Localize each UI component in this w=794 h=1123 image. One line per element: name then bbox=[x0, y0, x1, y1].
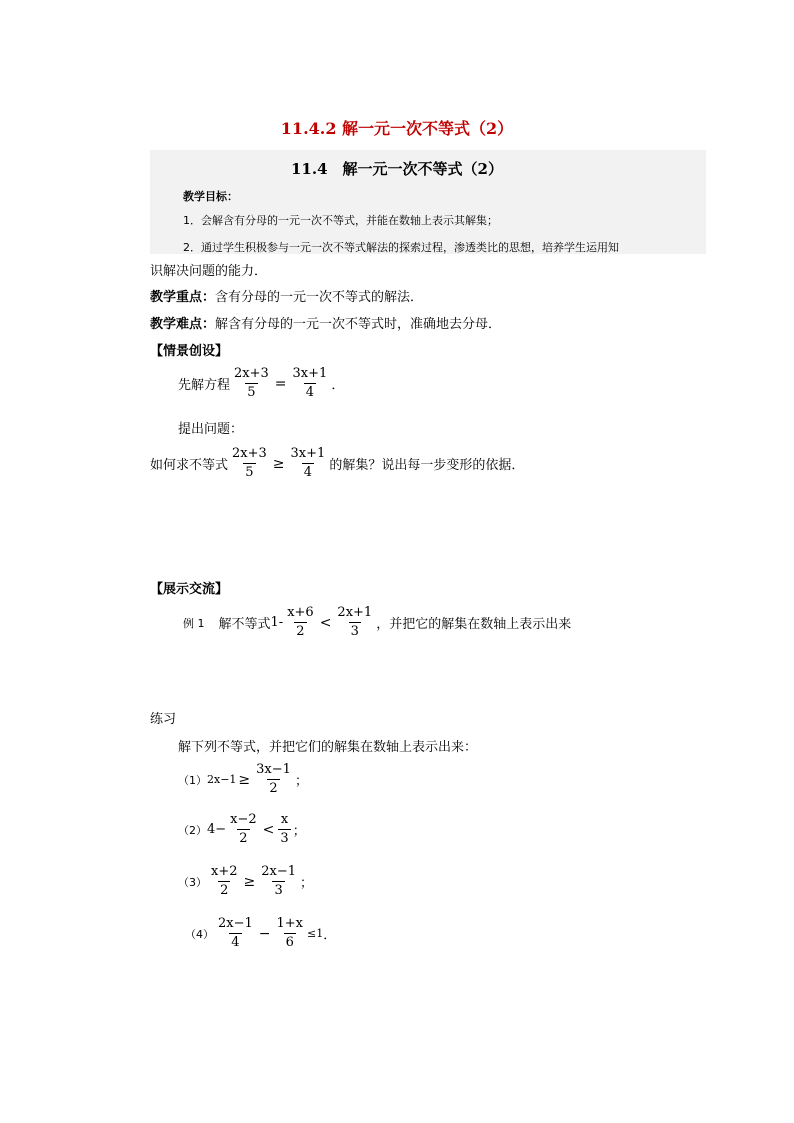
geq-sign: ≥ bbox=[238, 771, 251, 788]
fraction-denominator: 4 bbox=[231, 935, 240, 950]
goal-item-1: 1．会解含有分母的一元一次不等式，并能在数轴上表示其解集； bbox=[183, 214, 498, 227]
lesson-subtitle: 11.4 解一元一次不等式（2） bbox=[291, 160, 503, 178]
equation-left-fraction bbox=[232, 366, 271, 401]
item-left-fraction bbox=[228, 812, 259, 847]
practice-instruction: 解下列不等式，并把它们的解集在数轴上表示出来： bbox=[178, 740, 478, 755]
goals-heading: 教学目标： bbox=[183, 190, 238, 203]
fraction-numerator: 3x+1 bbox=[292, 366, 328, 381]
fraction-denominator: 3 bbox=[280, 831, 289, 846]
fraction-numerator: 1+x bbox=[276, 916, 304, 931]
fraction-denominator: 2 bbox=[296, 624, 305, 639]
item-fraction bbox=[254, 762, 293, 797]
practice-item-3 bbox=[178, 864, 313, 899]
fraction-numerator: 2x+3 bbox=[234, 366, 269, 381]
fraction-numerator: 3x+1 bbox=[290, 446, 326, 461]
fraction-denominator: 2 bbox=[220, 883, 229, 898]
item-right-fraction bbox=[275, 916, 306, 951]
example-label: 例 1 bbox=[183, 616, 205, 630]
question-suffix: 的解集？说出每一步变形的依据． bbox=[329, 458, 525, 473]
item-right-fraction bbox=[259, 864, 298, 899]
fraction-denominator: 5 bbox=[245, 465, 254, 480]
item-label: （2） bbox=[178, 823, 207, 837]
fraction-numerator: 2x+1 bbox=[337, 605, 373, 620]
fraction-numerator: 2x−1 bbox=[218, 916, 253, 931]
fraction-numerator: x+2 bbox=[211, 864, 238, 879]
equation-end: ． bbox=[331, 378, 345, 393]
key-point bbox=[150, 286, 423, 305]
less-than-sign: < bbox=[319, 614, 332, 631]
geq-sign: ≥ bbox=[272, 455, 285, 472]
item-tail: ≤1 bbox=[307, 927, 324, 940]
question-left-fraction bbox=[230, 446, 269, 481]
item-left-fraction bbox=[209, 864, 240, 899]
fraction-denominator: 6 bbox=[285, 935, 294, 950]
item-label: （3） bbox=[178, 875, 207, 889]
fraction-numerator: 2x+3 bbox=[232, 446, 267, 461]
item-end: ； bbox=[294, 774, 308, 789]
fraction-denominator: 3 bbox=[350, 624, 359, 639]
item-end: ； bbox=[300, 876, 314, 891]
fraction-denominator: 4 bbox=[305, 385, 315, 400]
example-lead: 1- bbox=[270, 615, 284, 630]
example-right-fraction bbox=[335, 605, 374, 640]
question-label: 提出问题： bbox=[178, 422, 244, 437]
difficulty-label: 教学难点： bbox=[150, 317, 216, 332]
goal-item-2-continued: 识解决问题的能力． bbox=[150, 264, 268, 279]
item-end: ． bbox=[323, 928, 337, 943]
question-right-fraction bbox=[289, 446, 328, 481]
practice-item-4 bbox=[185, 916, 336, 951]
goal-item-2: 2．通过学生积极参与一元一次不等式解法的探索过程，渗透类比的思想，培养学生运用知 bbox=[183, 241, 619, 254]
example-suffix: ，并把它的解集在数轴上表示出来 bbox=[376, 617, 572, 632]
difficulty bbox=[150, 313, 501, 332]
fraction-numerator: 3x−1 bbox=[256, 762, 291, 777]
example-1 bbox=[183, 605, 571, 640]
fraction-numerator: 2x−1 bbox=[261, 864, 297, 879]
practice-item-2 bbox=[178, 812, 306, 847]
difficulty-text: 解含有分母的一元一次不等式时，准确地去分母． bbox=[215, 317, 502, 332]
example-left-fraction bbox=[285, 605, 316, 640]
example-prefix: 解不等式 bbox=[218, 617, 271, 632]
less-than-sign: < bbox=[262, 821, 275, 838]
key-point-text: 含有分母的一元一次不等式的解法． bbox=[215, 290, 424, 305]
question-prefix: 如何求不等式 bbox=[150, 458, 229, 473]
equation-prefix: 先解方程 bbox=[178, 378, 231, 393]
item-lead: 2x−1 bbox=[207, 773, 237, 786]
document-title: 11.4.2 解一元一次不等式（2） bbox=[280, 119, 514, 138]
item-end: ； bbox=[292, 824, 306, 839]
geq-sign: ≥ bbox=[243, 873, 256, 890]
fraction-denominator: 4 bbox=[303, 465, 313, 480]
scenario-heading: 【情景创设】 bbox=[150, 344, 229, 359]
fraction-denominator: 3 bbox=[274, 883, 283, 898]
equation-right-fraction bbox=[291, 366, 330, 401]
scenario-question bbox=[150, 446, 524, 481]
fraction-denominator: 2 bbox=[239, 831, 248, 846]
item-label: （4） bbox=[185, 927, 214, 941]
item-lead: 4− bbox=[207, 822, 227, 837]
equals-sign: = bbox=[274, 375, 287, 392]
exchange-heading: 【展示交流】 bbox=[150, 582, 229, 597]
item-right-fraction bbox=[278, 812, 290, 847]
practice-heading: 练习 bbox=[150, 712, 177, 727]
fraction-numerator: x bbox=[280, 812, 289, 827]
key-point-label: 教学重点： bbox=[150, 290, 216, 305]
item-left-fraction bbox=[216, 916, 255, 951]
fraction-numerator: x−2 bbox=[230, 812, 257, 827]
item-label: （1） bbox=[178, 773, 207, 787]
fraction-denominator: 5 bbox=[247, 385, 256, 400]
practice-item-1 bbox=[178, 762, 308, 797]
minus-sign: − bbox=[258, 925, 271, 942]
fraction-denominator: 2 bbox=[269, 781, 278, 796]
fraction-numerator: x+6 bbox=[287, 605, 314, 620]
scenario-equation bbox=[178, 366, 344, 401]
